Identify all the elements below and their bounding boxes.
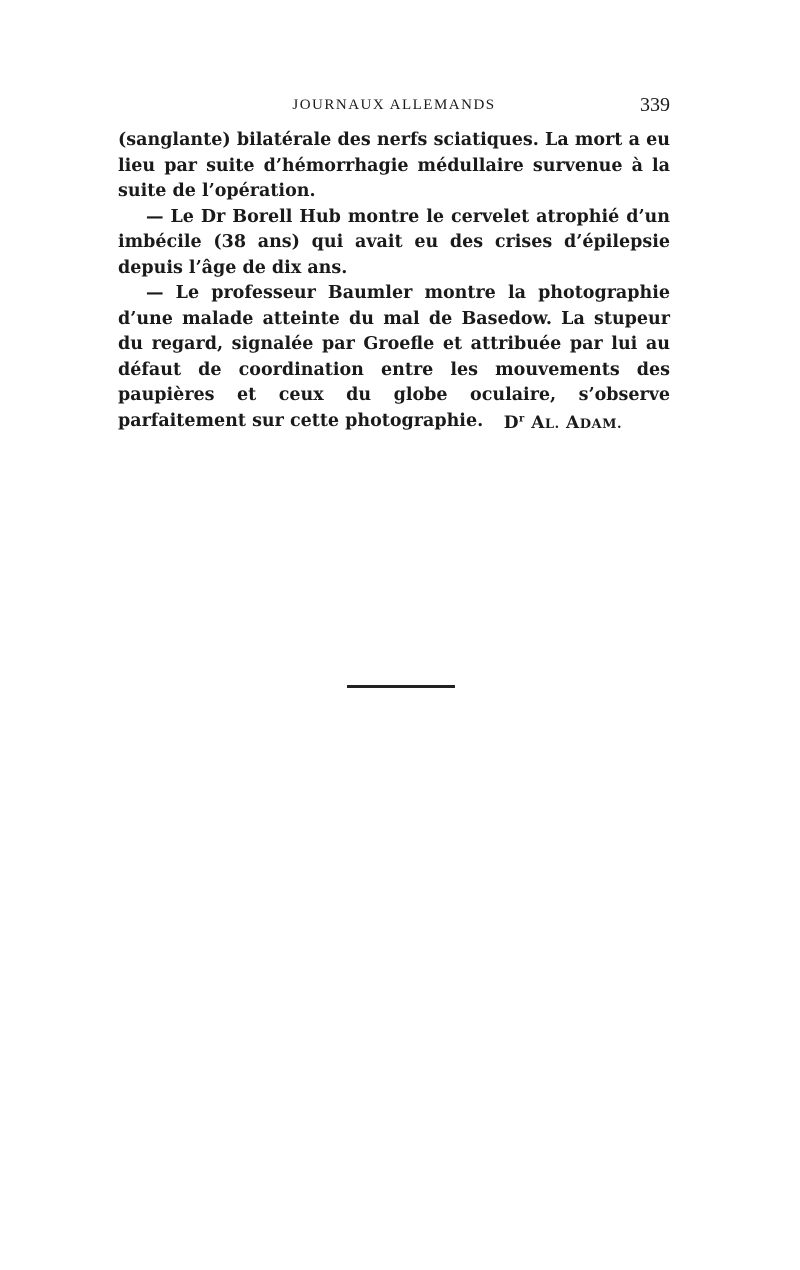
signature-name-cap: A [566, 413, 580, 433]
author-signature [118, 410, 622, 438]
paragraph-continuation: (sanglante) bilatérale des nerfs sciatiques. La mort a eu lieu par suite d’hémorrhagie médullaire survenue à la suite de l’opération. [118, 130, 670, 201]
body-text [118, 128, 670, 434]
page-number: 339 [640, 94, 670, 116]
paragraph-baumler: — Le professeur Baumler montre la photographie d’une malade atteinte du mal de Basedow. La stupeur du regard, signalée par Groefle et attribuée par lui au défaut de coordination entre les mouvements des paupières et ceux du globe oculaire, s’observe parfaitement sur cette photographie. [118, 283, 670, 431]
running-header [118, 92, 670, 118]
signature-title: D [503, 413, 520, 433]
running-title: JOURNAUX ALLEMANDS [292, 97, 496, 113]
signature-initial-cap: A [531, 413, 545, 433]
signature-initial-rest: L. [544, 417, 560, 432]
signature-title-superscript: r [519, 413, 525, 425]
signature-name-rest: DAM. [579, 417, 622, 432]
paragraph-borell-hub: — Le Dr Borell Hub montre le cervelet atrophié d’un imbécile (38 ans) qui avait eu des crises d’épilepsie depuis l’âge de dix ans. [118, 206, 670, 278]
section-end-rule [347, 685, 455, 688]
